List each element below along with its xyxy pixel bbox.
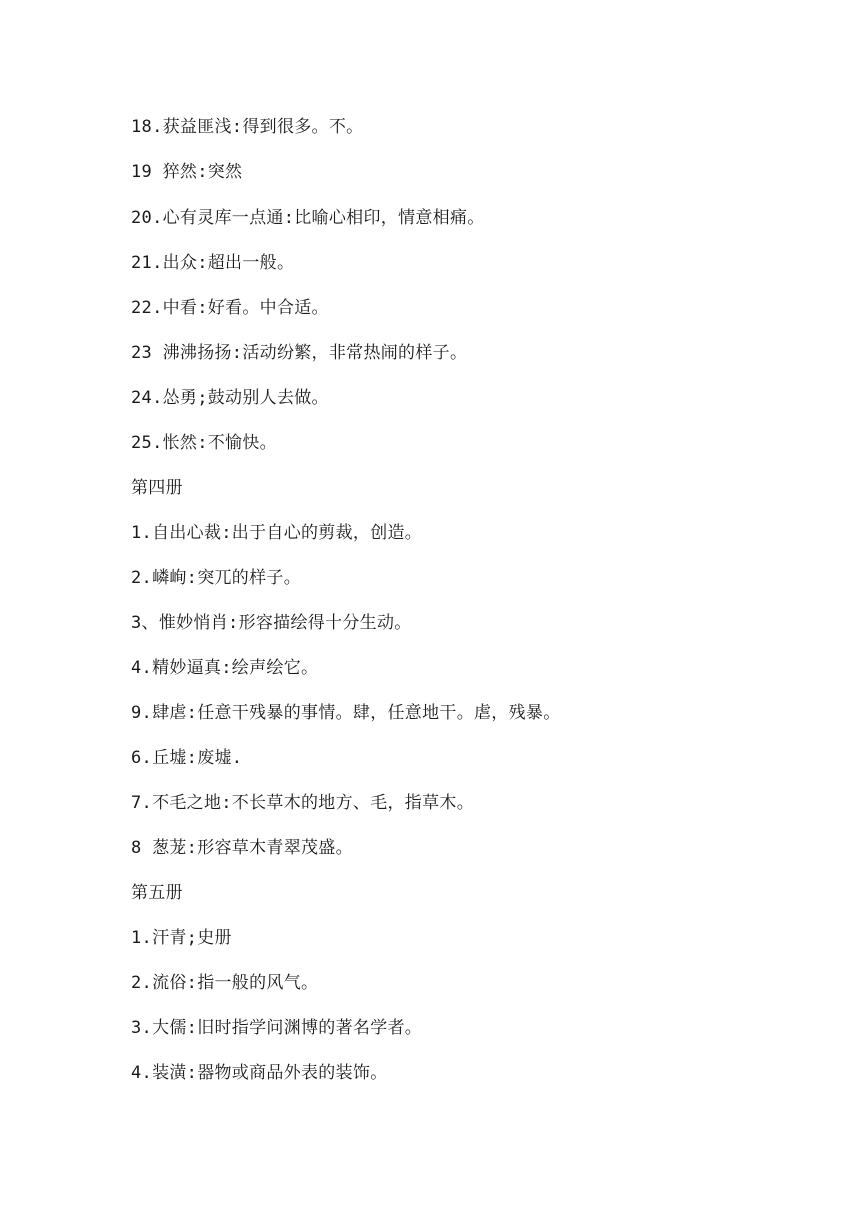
section-heading: 第四册 [131,478,183,498]
text-line: 22.中看:好看。中合适。 [131,298,329,318]
text-line: 4.精妙逼真:绘声绘它。 [131,658,319,678]
section-heading: 第五册 [131,883,183,903]
text-line: 6.丘墟:废墟. [131,748,243,768]
text-line: 23 沸沸扬扬:活动纷繁，非常热闹的样子。 [131,343,468,363]
text-line: 1.汗青;史册 [131,928,232,948]
text-line: 18.获益匪浅:得到很多。不。 [131,117,364,137]
text-line: 20.心有灵库一点通:比喻心相印，情意相痛。 [131,208,485,228]
text-line: 3.大儒:旧时指学问渊博的著名学者。 [131,1018,423,1038]
text-line: 9.肆虐:任意干残暴的事情。肆，任意地干。虐，残暴。 [131,703,561,723]
text-line: 8 葱茏:形容草木青翠茂盛。 [131,838,353,858]
text-line: 4.装潢:器物或商品外表的装饰。 [131,1063,388,1083]
text-line: 7.不毛之地:不长草木的地方、毛，指草木。 [131,793,475,813]
text-line: 1.自出心裁:出于自心的剪裁，创造。 [131,523,423,543]
text-line: 19 猝然:突然 [131,162,243,182]
text-line: 3、惟妙悄肖:形容描绘得十分生动。 [131,613,412,633]
text-line: 2.嶙峋:突兀的样子。 [131,568,302,588]
text-line: 2.流俗:指一般的风气。 [131,973,319,993]
text-line: 24.怂勇;鼓动别人去做。 [131,388,329,408]
text-line: 25.怅然:不愉快。 [131,433,277,453]
text-line: 21.出众:超出一般。 [131,253,295,273]
